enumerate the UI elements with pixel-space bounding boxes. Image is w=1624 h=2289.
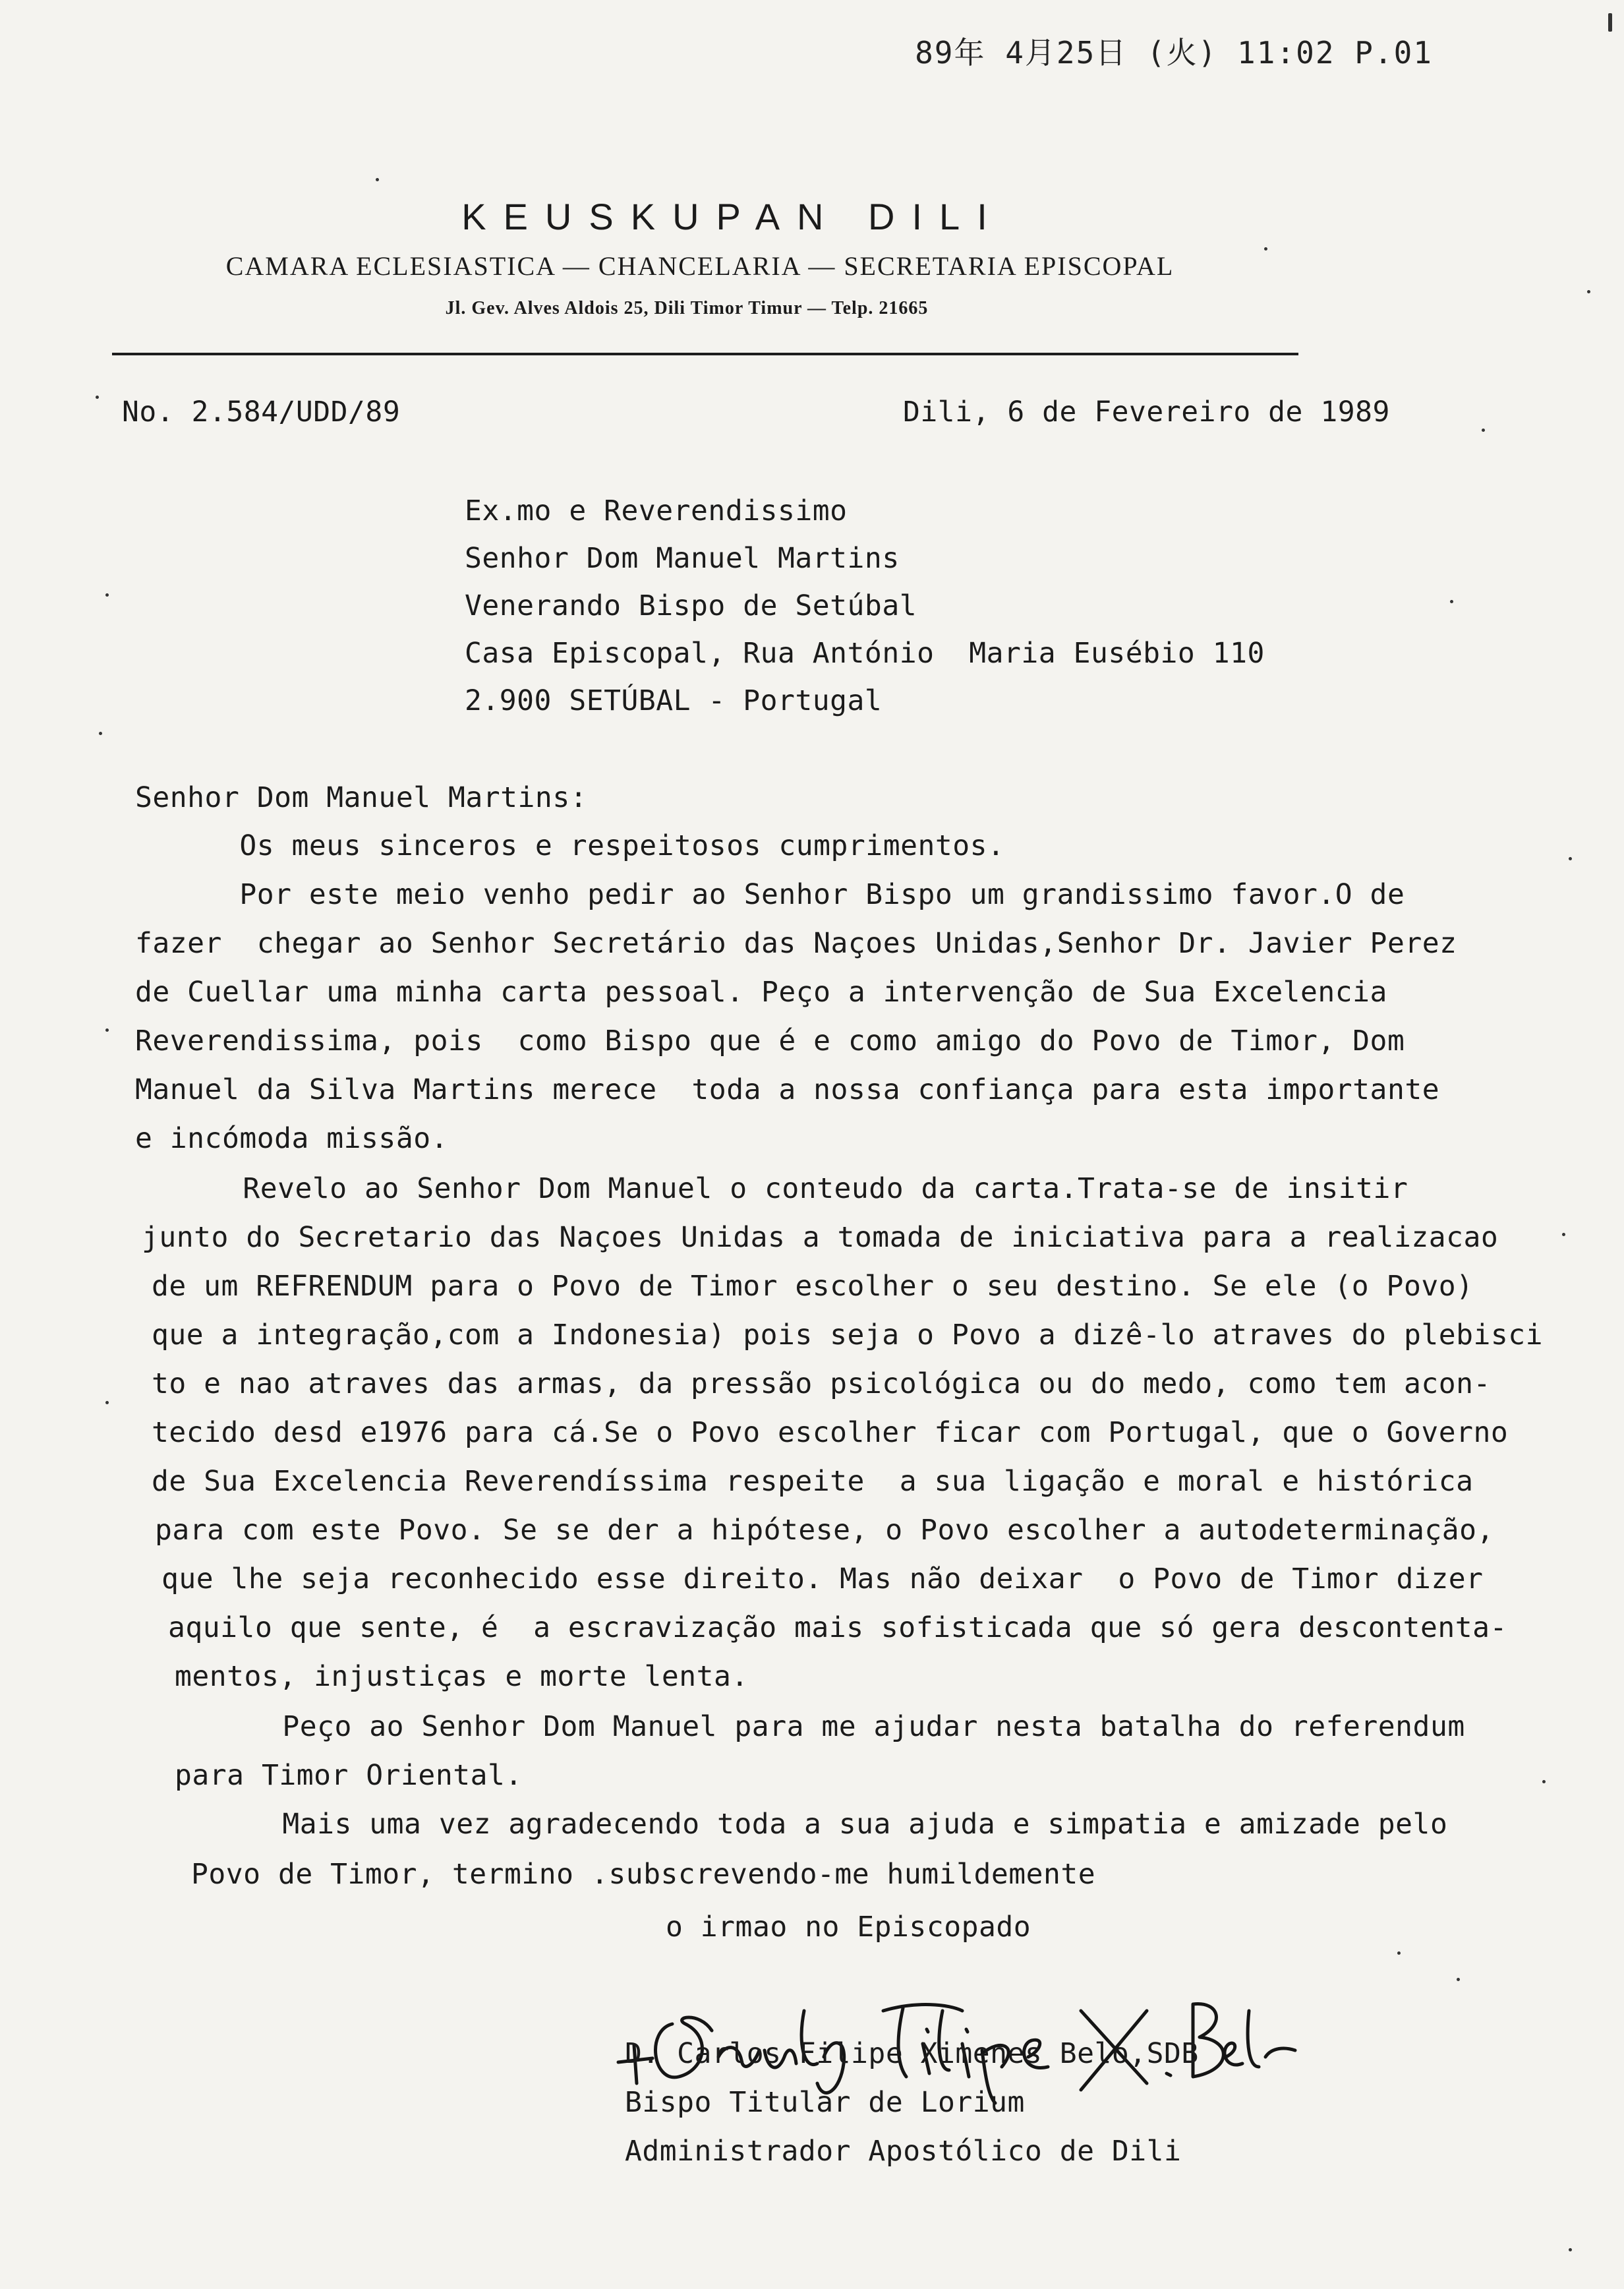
scan-speck <box>105 1028 109 1032</box>
letter-date: Dili, 6 de Fevereiro de 1989 <box>903 396 1390 429</box>
body-line: e incómoda missão. <box>135 1122 448 1155</box>
scan-speck <box>105 593 109 597</box>
reference-number: No. 2.584/UDD/89 <box>122 396 401 429</box>
signer-name: D. Carlos Filipe Ximenes Belo,SDB <box>625 2037 1199 2070</box>
scan-speck <box>96 396 99 399</box>
recipient-line: Senhor Dom Manuel Martins <box>465 542 900 575</box>
body-line: Reverendissima, pois como Bispo que é e como amigo do Povo de Timor, Dom <box>135 1025 1405 1057</box>
scan-speck <box>1569 2248 1572 2251</box>
body-line: fazer chegar ao Senhor Secretário das Naçoes Unidas,Senhor Dr. Javier Perez <box>135 927 1457 960</box>
scan-speck <box>1587 290 1590 293</box>
body-line: Por este meio venho pedir ao Senhor Bispo um grandissimo favor.O de <box>135 878 1405 911</box>
body-line: aquilo que sente, é a escravização mais sofisticada que só gera descontenta- <box>168 1611 1507 1644</box>
body-line: de um REFRENDUM para o Povo de Timor escolher o seu destino. Se ele (o Povo) <box>152 1270 1474 1303</box>
scan-speck <box>1397 1951 1401 1955</box>
salutation: Senhor Dom Manuel Martins: <box>135 781 588 814</box>
scan-speck <box>99 732 102 735</box>
scan-speck <box>1569 857 1572 860</box>
letterhead-organization: KEUSKUPAN DILI <box>461 196 1004 237</box>
recipient-line: 2.900 SETÚBAL - Portugal <box>465 684 883 717</box>
body-line: Peço ao Senhor Dom Manuel para me ajudar nesta batalha do referendum <box>178 1710 1465 1743</box>
scan-speck <box>1457 1978 1460 1981</box>
scan-speck <box>376 178 379 181</box>
scan-speck <box>1450 600 1453 603</box>
body-line: tecido desd e1976 para cá.Se o Povo escolher ficar com Portugal, que o Governo <box>152 1416 1509 1449</box>
signer-role: Administrador Apostólico de Dili <box>625 2135 1182 2168</box>
recipient-line: Venerando Bispo de Setúbal <box>465 589 917 622</box>
fax-header: 89年 4月25日 (火) 11:02 P.01 <box>915 35 1433 71</box>
letterhead-department: CAMARA ECLESIASTICA — CHANCELARIA — SECRETARIA EPISCOPAL <box>225 251 1174 281</box>
recipient-line: Ex.mo e Reverendissimo <box>465 494 848 527</box>
closing-line: o irmao no Episcopado <box>666 1911 1031 1944</box>
body-line: to e nao atraves das armas, da pressão psicológica ou do medo, como tem acon- <box>152 1367 1491 1400</box>
signer-title: Bispo Titular de Lorium <box>625 2086 1025 2119</box>
body-line: Revelo ao Senhor Dom Manuel o conteudo da carta.Trata-se de insitir <box>138 1172 1408 1205</box>
body-line: junto do Secretario das Naçoes Unidas a tomada de iniciativa para a realizacao <box>142 1221 1499 1254</box>
body-line: Os meus sinceros e respeitosos cumprimentos. <box>135 829 1005 862</box>
body-line: de Cuellar uma minha carta pessoal. Peço a intervenção de Sua Excelencia <box>135 976 1387 1009</box>
scan-speck <box>1562 1233 1565 1236</box>
scan-speck <box>1608 13 1612 32</box>
body-line: de Sua Excelencia Reverendíssima respeite a sua ligação e moral e histórica <box>152 1465 1474 1498</box>
body-line: Mais uma vez agradecendo toda a sua ajuda e simpatia e amizade pelo <box>178 1808 1448 1841</box>
body-line: Povo de Timor, termino .subscrevendo-me humildemente <box>191 1858 1096 1891</box>
letterhead-divider <box>112 353 1298 355</box>
body-line: que a integração,com a Indonesia) pois seja o Povo a dizê-lo atraves do plebisci <box>152 1319 1544 1352</box>
body-line: Manuel da Silva Martins merece toda a nossa confiança para esta importante <box>135 1073 1440 1106</box>
body-line: que lhe seja reconhecido esse direito. Mas não deixar o Povo de Timor dizer <box>161 1562 1484 1595</box>
recipient-line: Casa Episcopal, Rua António Maria Eusébio 110 <box>465 637 1265 670</box>
scan-speck <box>1482 429 1485 432</box>
body-line: para com este Povo. Se se der a hipótese, o Povo escolher a autodeterminação, <box>155 1514 1494 1547</box>
scan-speck <box>1542 1780 1546 1783</box>
scan-speck <box>1264 247 1267 251</box>
body-line: para Timor Oriental. <box>175 1759 523 1792</box>
letterhead-address: Jl. Gev. Alves Aldois 25, Dili Timor Timur — Telp. 21665 <box>445 298 929 318</box>
body-line: mentos, injustiças e morte lenta. <box>175 1660 749 1693</box>
scan-speck <box>105 1401 109 1404</box>
